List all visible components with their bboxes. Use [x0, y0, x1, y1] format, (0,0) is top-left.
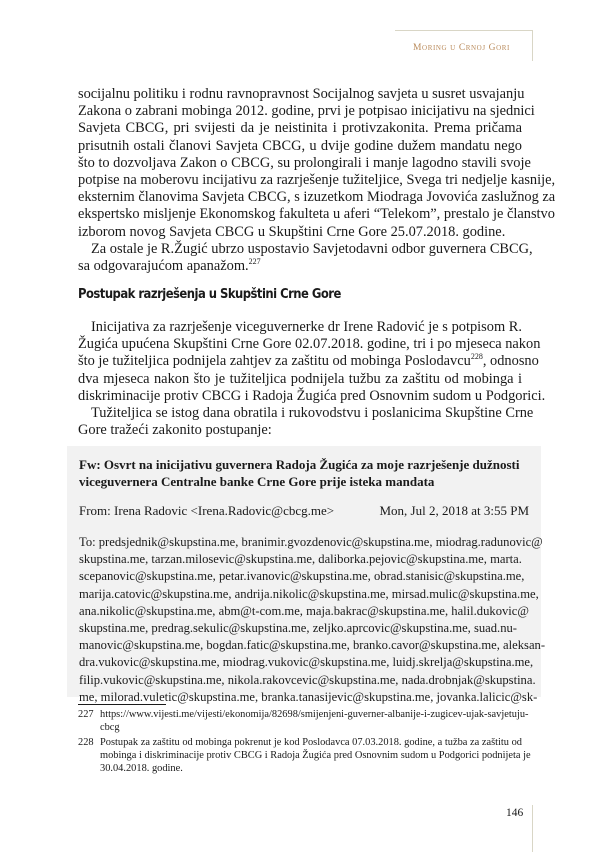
- text-line: dva mjeseca nakon što je tužiteljica podnijela tužbu za zaštitu od mobinga i: [78, 370, 522, 387]
- text-line: [78, 352, 539, 370]
- text-line: Gore tražeći zakonito postupanje:: [78, 422, 272, 439]
- running-header: [395, 30, 533, 61]
- text-line: socijalnu politiku i rodnu ravnopravnost Socijalnog savjeta u susret usvajanju: [78, 86, 525, 102]
- text-line: što to dozvoljava Zakon o CBCG, su prolongirali i manje lagodno stavili svoje: [78, 154, 531, 171]
- footnote-text: 30.04.2018. godine.: [100, 763, 183, 774]
- email-recipients-line: To: predsjednik@skupstina.me, branimir.gvozdenovic@skupstina.me, miodrag.radunovic@: [79, 535, 543, 549]
- footnote-227: [78, 708, 529, 734]
- email-recipients-line: manovic@skupstina.me, bogdan.fatic@skupstina.me, branko.cavor@skupstina.me, aleksan-: [79, 638, 546, 653]
- running-header-title: Moring u Crnoj Gori: [413, 43, 510, 53]
- text-line: ekspertsko misljenje Ekonomskog fakulteta u aferi “Telekom”, prestalo je članstvo: [78, 206, 555, 223]
- footnote-link[interactable]: https://www.vijesti.me/vijesti/ekonomija/82698/smijenjeni-guverner-albanije-i-zugicev-ujak-savjetuju-: [100, 709, 529, 720]
- text-line: eksternim članovima Savjeta CBCG, s izuzetkom Miodraga Jovovića zaslužnog za: [78, 189, 556, 206]
- text-line: Inicijativa za razrješenje viceguvernerke dr Irene Radović je s potpisom R.: [91, 319, 522, 335]
- email-sender: From: Irena Radovic <Irena.Radovic@cbcg.me>: [79, 503, 335, 518]
- email-recipients: [79, 534, 546, 706]
- text-line: Zakona o zabrani mobinga 2012. godine, prvi je potpisao inicijativu na sjednici: [78, 103, 535, 120]
- email-recipients-line: filip.vukovic@skupstina.me, nikola.rakovcevic@skupstina.me, nada.drobnjak@skupstina.: [79, 672, 536, 687]
- email-recipients-line: me, milorad.vuletic@skupstina.me, branka.tanasijevic@skupstina.me, jovanka.lalicic@sk-: [79, 689, 538, 704]
- text-line: Žugića upućena Skupštini Crne Gore 02.07.2018. godine, tri i po mjeseca nakon: [78, 336, 541, 353]
- page-number: 146: [506, 807, 524, 819]
- text-fragment: što je tužiteljica podnijela zahtjev za zaštitu od mobinga Poslodavcu: [78, 353, 471, 370]
- text-line: izborom novog Savjeta CBCG u Skupštini Crne Gore 25.07.2018. godine.: [78, 223, 506, 240]
- footnotes: [78, 708, 531, 777]
- paragraph-3: [78, 319, 546, 405]
- email-recipients-line: skupstina.me, tarzan.milosevic@skupstina.me, daliborka.pejovic@skupstina.me, marta.: [79, 552, 522, 567]
- email-subject: [79, 456, 520, 490]
- email-from-row: [79, 503, 529, 519]
- email-recipients-line: marija.catovic@skupstina.me, andrija.nikolic@skupstina.me, mirsad.mulic@skupstina.me,: [79, 586, 539, 601]
- email-recipients-line: ana.nikolic@skupstina.me, abm@t-com.me, maja.bakrac@skupstina.me, halil.dukovic@: [79, 603, 529, 618]
- text-fragment: sa odgovarajućom apanažom.: [78, 258, 249, 275]
- email-date: Mon, Jul 2, 2018 at 3:55 PM: [379, 503, 529, 518]
- footnote-number: 228: [78, 737, 94, 748]
- section-heading: Postupak razrješenja u Skupštini Crne Gore: [78, 287, 341, 302]
- text-fragment: , odnosno: [482, 353, 539, 370]
- text-line: Za ostale je R.Žugić ubrzo uspostavio Savjetodavni odbor guvernera CBCG,: [91, 241, 533, 257]
- email-recipients-line: dra.vukovic@skupstina.me, miodrag.vukovic@skupstina.me, luidj.skrelja@skupstina.me,: [79, 655, 534, 670]
- text-line: Savjeta CBCG, pri svijesti da je neistinita i protivzakonita. Prema pričama: [78, 120, 522, 137]
- footnote-ref-227[interactable]: 227: [248, 257, 261, 267]
- footnote-ref-228[interactable]: 228: [470, 352, 483, 362]
- email-recipients-line: scepanovic@skupstina.me, petar.ivanovic@skupstina.me, obrad.stanisic@skupstina.me,: [79, 569, 525, 584]
- text-line: Tužiteljica se istog dana obratila i rukovodstvu i poslanicima Skupštine Crne: [91, 405, 534, 421]
- email-recipients-line: skupstina.me, predrag.sekulic@skupstina.me, zeljko.aprcovic@skupstina.me, suad.nu-: [79, 621, 517, 636]
- paragraph-4: [78, 405, 534, 439]
- email-quote-box: [67, 446, 546, 704]
- text-line: [78, 258, 522, 275]
- page-number-rule: [532, 805, 533, 852]
- text-line: diskriminacije protiv CBCG i Radoja Žugića pred Osnovnim sudom u Podgorici.: [78, 387, 546, 404]
- paragraph-1: [78, 86, 556, 241]
- footnote-text: mobinga i diskriminacije protiv CBCG i Radoja Žugića pred Osnovnim sudom u Podgorici podnijeta je: [100, 750, 531, 761]
- email-subject-line: viceguvernera Centralne banke Crne Gore prije isteka mandata: [79, 474, 435, 489]
- text-line: potpise na moberovu incijativu za razrješenje tužiteljice, Svega tri nedjelje kasnije,: [78, 172, 556, 189]
- paragraph-2: [78, 241, 533, 275]
- footnote-number: 227: [78, 709, 94, 720]
- footnote-separator: [78, 704, 166, 705]
- email-subject-line: Fw: Osvrt na inicijativu guvernera Radoja Žugića za moje razrješenje dužnosti: [79, 457, 520, 472]
- footnote-link[interactable]: cbcg: [100, 722, 120, 733]
- footnote-text: Postupak za zaštitu od mobinga pokrenut je kod Poslodavca 07.03.2018. godine, a tužba za zaštitu od: [100, 737, 522, 748]
- footnote-228: [78, 736, 531, 775]
- text-line: prisutnih ostali članovi Savjeta CBCG, u dvije godine dužem mandatu nego: [78, 137, 522, 154]
